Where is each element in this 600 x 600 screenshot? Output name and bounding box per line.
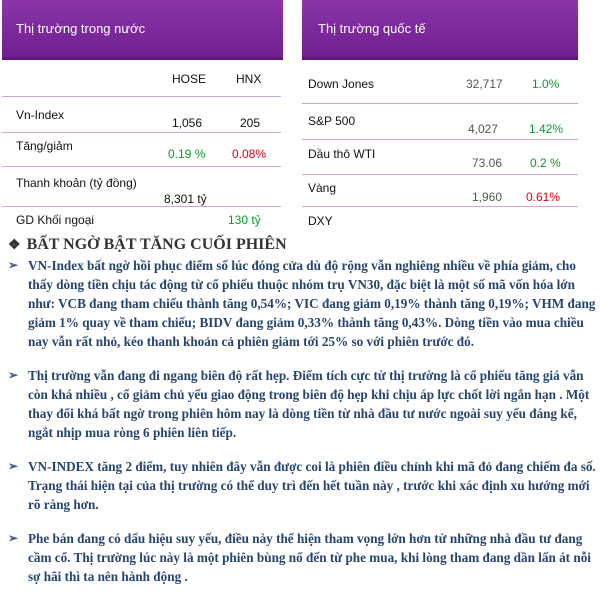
commentary-text: VN-INDEX tăng 2 điểm, tuy nhiên đây vẫn được coi là phiên điều chỉnh khi mã đỏ đang chiếm đa số. Trạng thái hiện tại của thị trường có thể duy trì đến hết tuần này , trước khi xác định xu hướng mới rõ ràng hơn. — [28, 459, 596, 512]
commentary-text: Phe bán đang có dấu hiệu suy yếu, điều này thể hiện tham vọng lớn hơn từ những nhà đầu tư đang cầm cổ. Thị trường lúc này là một phiên bùng nổ đến từ phe mua, khi lòng tham đang dần lấn át nỗi sợ hãi thì ta nên hành động . — [28, 531, 591, 584]
commentary-text: VN-Index bất ngờ hồi phục điểm số lúc đóng cửa dù độ rộng vẫn nghiêng nhiều về phía giảm, cho thấy dòng tiền chịu tác động từ cổ phiếu thuộc nhóm trụ VN30, đặc biệt là một số mã vốn hóa lớn như: VCB đang tham chiếu thành tăng 0,54%; VIC đang giảm 0,19% thành tăng 0,19%; VHM đang giảm 1% quay về tham chiếu; BIDV đang giảm 0,33% thành tăng 0,43%. Dòng tiền vào mua chiều nay vẫn rất nhỏ, kéo thanh khoản cả phiên giảm tới 25% so với phiên trước đó. — [28, 258, 596, 349]
commentary-item — [6, 457, 596, 514]
col-header-hnx: HNX — [236, 72, 262, 86]
commentary-item — [6, 256, 596, 351]
row-label-vnindex: Vn-Index — [16, 108, 65, 122]
row-label-foreign: GD Khối ngoại — [16, 213, 95, 227]
divider — [2, 166, 281, 167]
domestic-market-header — [2, 0, 283, 60]
row-label-liquidity: Thanh khoản (tỷ đồng) — [16, 176, 137, 190]
divider — [302, 103, 578, 104]
sp500-value: 4,027 — [468, 122, 499, 136]
intl-label-dowjones: Down Jones — [308, 77, 375, 91]
divider — [302, 206, 578, 207]
divider — [2, 132, 281, 133]
international-market-panel — [302, 0, 578, 60]
liquidity-hose-value: 8,301 tỷ — [164, 192, 207, 206]
gold-value: 1,960 — [472, 190, 503, 204]
international-market-header — [302, 0, 578, 60]
international-market-title: Thị trường quốc tế — [318, 21, 426, 36]
gold-change: 0.61% — [526, 190, 561, 204]
divider — [302, 174, 578, 175]
intl-label-gold: Vàng — [308, 181, 337, 195]
vnindex-hose-value: 1,056 — [172, 116, 203, 130]
change-hnx-value: 0.08% — [232, 147, 267, 161]
domestic-market-panel — [2, 0, 283, 60]
intl-label-sp500: S&P 500 — [308, 114, 356, 128]
dowjones-value: 32,717 — [466, 77, 503, 91]
divider — [2, 206, 281, 207]
sp500-change: 1.42% — [529, 122, 564, 136]
wti-change: 0.2 % — [530, 156, 561, 170]
vnindex-hnx-value: 205 — [240, 116, 261, 130]
commentary-item — [6, 529, 596, 586]
arrow-bullet-icon: ➢ — [8, 368, 19, 382]
divider — [2, 96, 281, 97]
market-commentary — [6, 236, 596, 586]
row-label-change: Tăng/giảm — [16, 139, 73, 153]
article-title: BẤT NGỜ BẬT TĂNG CUỐI PHIÊN — [26, 236, 287, 253]
divider — [302, 139, 578, 140]
commentary-item — [6, 366, 596, 442]
col-header-hose: HOSE — [172, 72, 207, 86]
foreign-hnx-value: 130 tỷ — [228, 213, 261, 227]
change-hose-value: 0.19 % — [168, 147, 206, 161]
arrow-bullet-icon: ➢ — [8, 531, 19, 545]
diamond-bullet-icon: ❖ — [8, 237, 21, 253]
article-heading — [6, 236, 596, 254]
arrow-bullet-icon: ➢ — [8, 459, 19, 473]
intl-label-wti: Dầu thô WTI — [308, 147, 376, 161]
commentary-text: Thị trường vẫn đang đi ngang biên độ rất hẹp. Điểm tích cực từ thị trường là cổ phiếu tăng giá vẫn còn khá nhiều , cổ giảm chủ yếu giao động trong biên độ hẹp khi chịu áp lực chốt lời ngắn hạn . Một thay đổi khá bất ngờ trong phiên hôm nay là dòng tiền từ nhà đầu tư nước ngoài suy yếu đáng kể, ngắt nhịp mua ròng 6 phiên liên tiếp. — [28, 368, 590, 440]
domestic-market-title: Thị trường trong nước — [16, 21, 146, 36]
intl-label-dxy: DXY — [308, 214, 333, 228]
dowjones-change: 1.0% — [532, 77, 560, 91]
arrow-bullet-icon: ➢ — [8, 258, 19, 272]
wti-value: 73.06 — [472, 156, 503, 170]
